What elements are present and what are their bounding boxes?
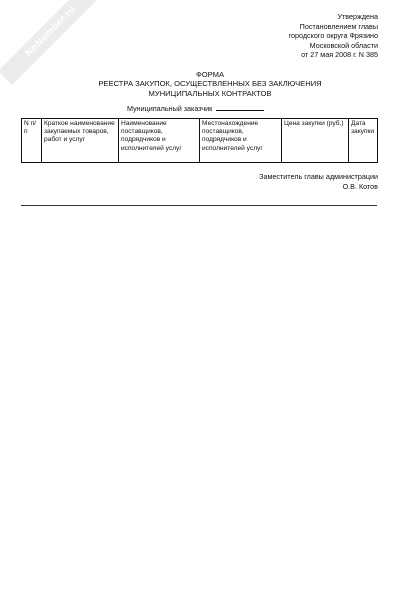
title-line: РЕЕСТРА ЗАКУПОК, ОСУЩЕСТВЛЕННЫХ БЕЗ ЗАКЛЮЧЕНИЯ xyxy=(98,79,322,89)
approval-line: от 27 мая 2008 г. N 385 xyxy=(301,50,378,60)
header-location: Местонахождение поставщиков, подрядчиков и исполнителей услуг xyxy=(200,119,282,163)
header-goods: Краткое наименование закупаемых товаров, работ и услуг xyxy=(42,119,119,163)
signature-position: Заместитель главы администрации xyxy=(259,172,378,181)
approval-line: Московской области xyxy=(309,40,378,50)
header-date: Дата закупки xyxy=(349,119,378,163)
header-number: N п/п xyxy=(22,119,42,163)
customer-blank-line xyxy=(216,103,264,111)
approval-line: городского округа Фрязино xyxy=(288,31,378,41)
document-title xyxy=(0,70,420,98)
approval-block xyxy=(289,12,378,60)
horizontal-rule xyxy=(21,205,377,206)
approval-line: Постановлением главы xyxy=(299,21,378,31)
header-suppliers: Наименование поставщиков, подрядчиков и исполнителей услуг xyxy=(119,119,200,163)
customer-field xyxy=(127,103,264,113)
title-line: ФОРМА xyxy=(195,70,225,79)
signature-name: О.В. Котов xyxy=(342,181,378,191)
signature-block xyxy=(259,172,378,191)
registry-table xyxy=(21,118,378,163)
table-header-row xyxy=(22,119,378,163)
customer-label: Муниципальный заказчик xyxy=(127,104,213,113)
title-line: МУНИЦИПАЛЬНЫХ КОНТРАКТОВ xyxy=(148,88,272,98)
watermark-text: NoNumber.ru xyxy=(0,0,104,85)
approval-line: Утверждена xyxy=(337,12,378,21)
header-price: Цена закупки (руб.) xyxy=(282,119,349,163)
